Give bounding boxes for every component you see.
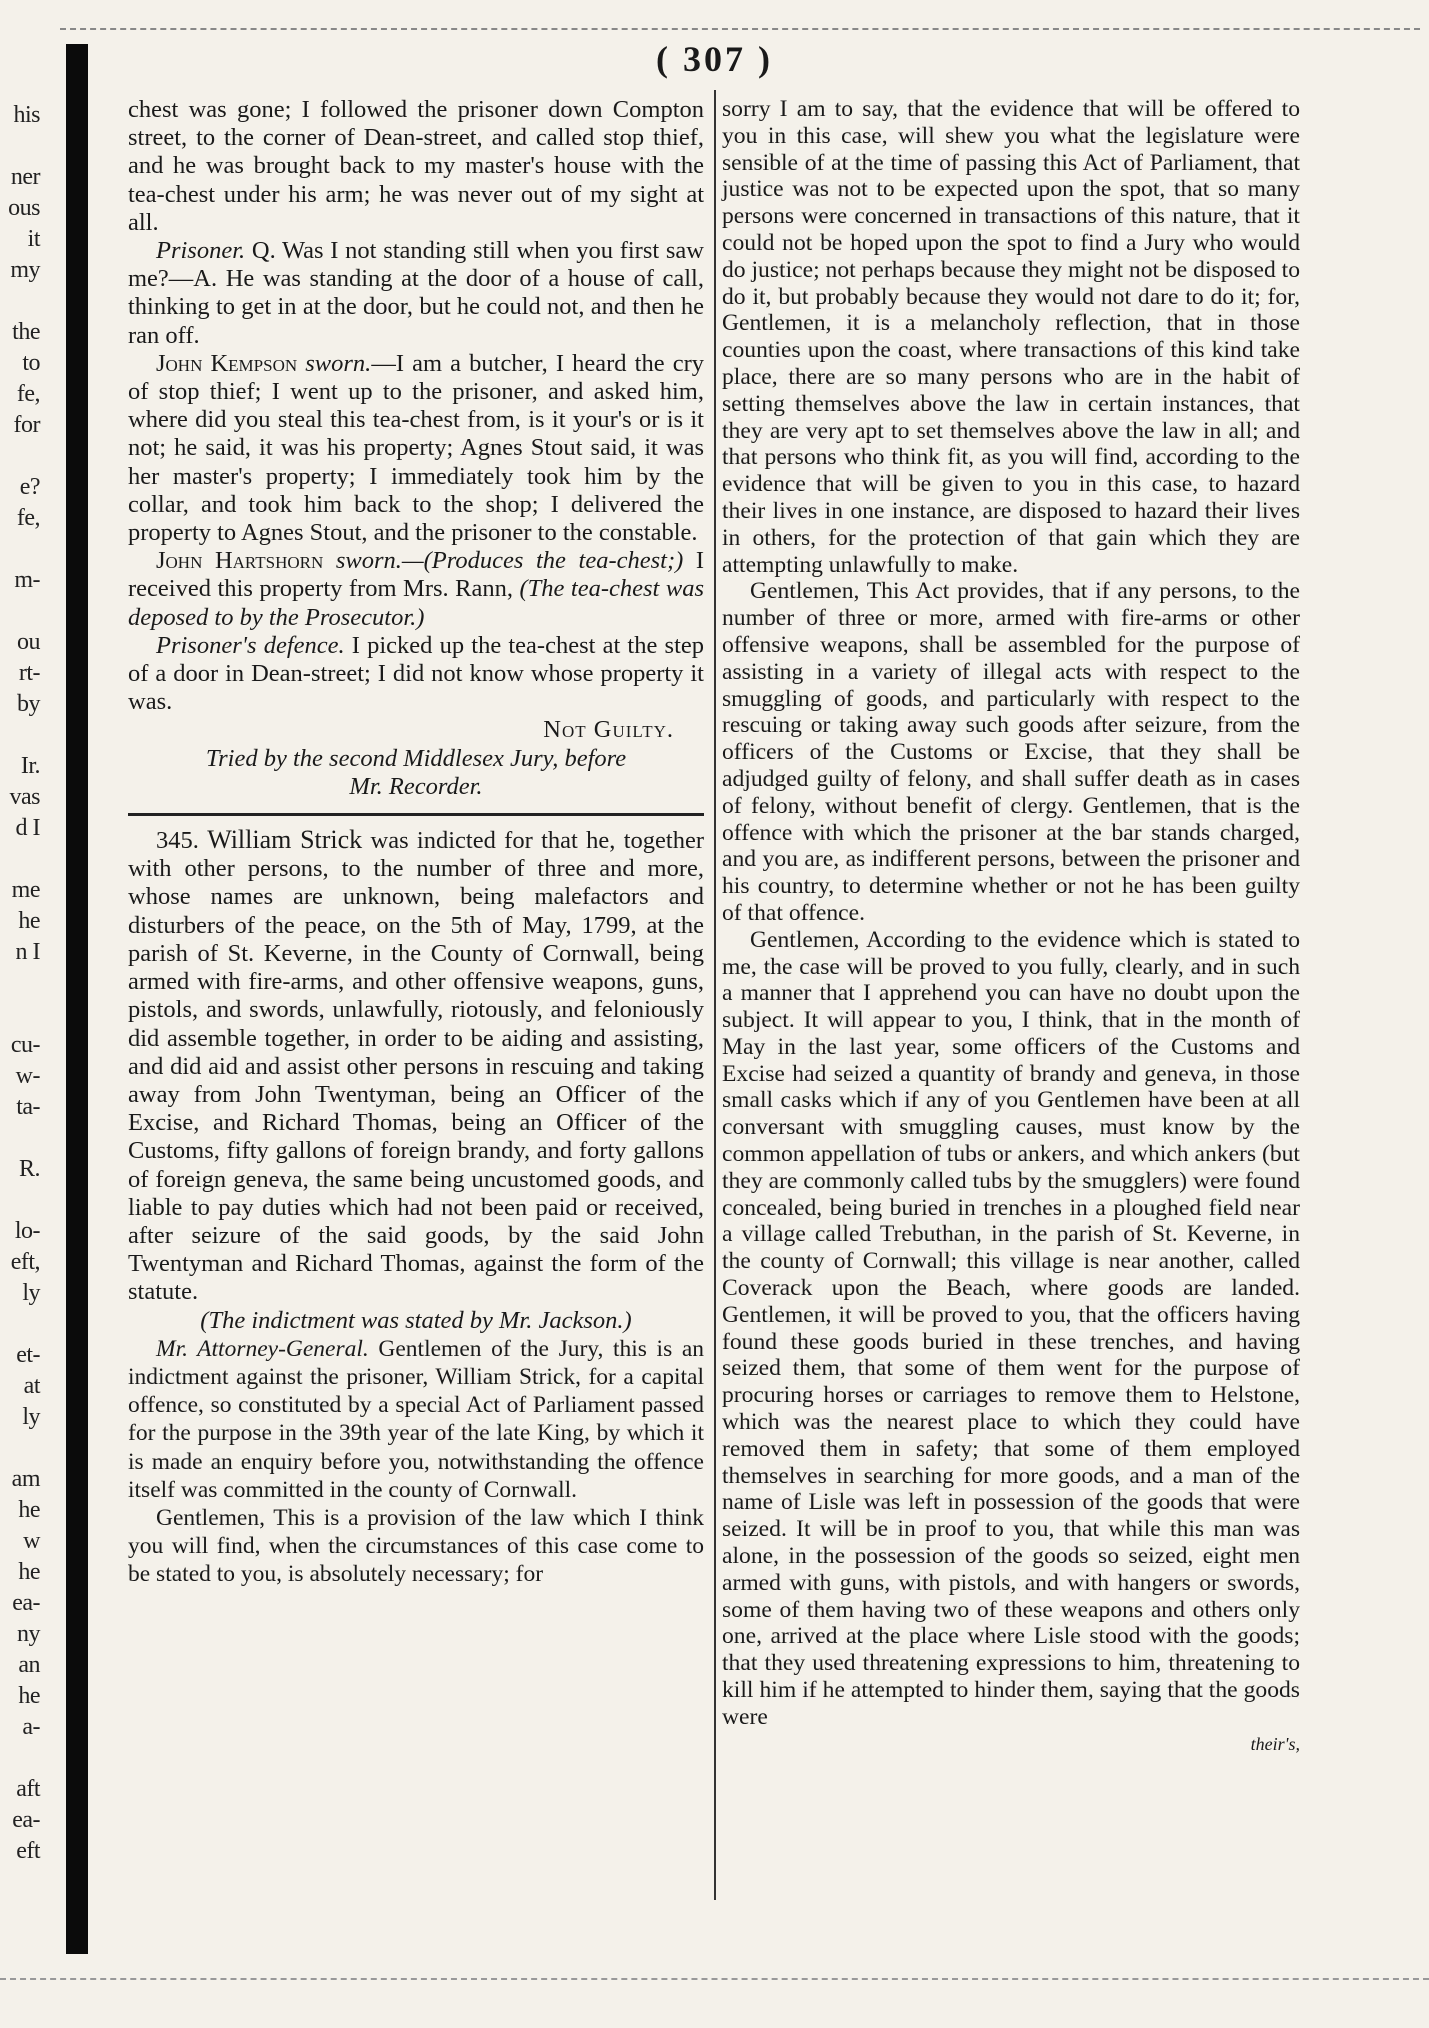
defendant-name: William Strick [207, 825, 363, 855]
margin-fragment: the [12, 319, 40, 345]
margin-fragment: m- [14, 567, 40, 593]
paragraph: Gentlemen, According to the evidence which is stated to me, the case will be proved to you fully, clearly, and in such a manner that I apprehend you can have no doubt upon the subject. It will appear to you, I think, that in the month of May in the last year, some officers of the Customs and Excise had seized a quantity of brandy and geneva, in those small casks which if any of you Gentlemen have been at all conversant with smuggling causes, must know by the common appellation of tubs or ankers, and which ankers (but they are commonly called tubs by the smugglers) were found concealed, being buried in trenches in a ploughed field near a village called Trebuthan, in the parish of St. Keverne, in the county of Cornwall; this village is near another, called Coverack upon the Beach, where goods are landed. Gentlemen, it will be proved to you, that the officers having found these goods buried in these trenches, and having seized them, that some of them went for the purpose of procuring horses or carriages to remove them to Helstone, which was the nearest place to which they could have removed them in safety; that some of them employed themselves in searching for more goods, and a man of the name of Lisle was left in possession of the goods that were seized. It will be in proof to you, that while this man was alone, in the possession of the goods so seized, eight men armed with guns, with pistols, and with hangers or swords, some of them having two of these weapons and others only one, arrived at the place where Lisle stood with the goods; that they used threatening expressions to him, threatening to kill him if he attempted to hinder them, saying that the goods were [722, 926, 1300, 1730]
column-divider [714, 90, 716, 1900]
speaker: Prisoner's defence. [156, 631, 345, 659]
margin-fragment: he [18, 1559, 40, 1585]
bottom-edge [0, 1978, 1429, 1980]
catchword: their's, [1250, 1733, 1300, 1754]
section-rule [128, 813, 704, 816]
margin-fragment [0, 131, 40, 162]
margin-fragment: ea- [12, 1590, 40, 1616]
margin-fragment: he [18, 908, 40, 934]
right-column [722, 96, 1300, 1757]
margin-fragment: d I [15, 815, 40, 841]
margin-fragment: he [18, 1497, 40, 1523]
margin-fragment: ny [17, 1621, 40, 1647]
margin-fragment: ner [10, 164, 40, 190]
speaker: Prisoner. [156, 237, 246, 265]
margin-fragment: fe, [16, 381, 40, 407]
margin-fragment [0, 999, 40, 1030]
case-number: 345. [156, 827, 199, 855]
margin-fragment: ly [22, 1280, 40, 1306]
margin-fragment: to [22, 350, 40, 376]
margin-fragment [0, 1123, 40, 1154]
paragraph: John Hartshorn sworn.—(Produces the tea-chest;) I received this property from Mrs. Rann, (The tea-chest was deposed to by the Prosecutor.) [128, 547, 705, 631]
paragraph: Prisoner's defence. I picked up the tea-chest at the step of a door in Dean-street; I did not know whose property it was. [128, 631, 704, 716]
paragraph: chest was gone; I followed the prisoner down Compton street, to the corner of Dean-street, and called stop thief, and he was brought back to my master's house with the tea-chest under his arm; he was never out of my sight at all. [128, 96, 704, 236]
margin-fragment: ous [8, 195, 40, 221]
margin-fragment: ea- [12, 1807, 40, 1833]
paragraph: Gentlemen, This Act provides, that if any persons, to the number of three or more, armed with fire-arms or other offensive weapons, shall be assembled for the purpose of assisting in a variety of illegal acts with respect to the smuggling of goods, and particularly with respect to the rescuing or taking away such goods after seizure, from the officers of the Customs or Excise, that they shall be adjudged guilty of felony, and shall suffer death as in cases of felony, without benefit of clergy. Gentlemen, that is the offence with which the prisoner at the bar stands charged, and you are, as indifferent persons, between the prisoner and his country, to determine whether or not he has been guilty of that offence. [722, 578, 1300, 926]
margin-fragment: cu- [10, 1032, 40, 1058]
margin-fragment: an [18, 1652, 40, 1678]
binding-shadow [66, 44, 88, 1954]
witness-name: John Kempson [156, 349, 298, 377]
margin-fragment: rt- [18, 660, 40, 686]
tried-line: Mr. Recorder. [349, 772, 483, 800]
margin-fragment [0, 596, 40, 627]
margin-fragment: ou [17, 629, 40, 655]
margin-fragment [0, 720, 40, 751]
margin-fragment: my [10, 257, 40, 283]
paragraph: 345. William Strick was indicted for that he, together with other persons, to the number of three and more, whose names are unknown, being malefactors and disturbers of the peace, on the 5th of May, 1799, at the parish of St. Keverne, in the County of Cornwall, being armed with fire-arms, and other offensive weapons, guns, pistols, and swords, unlawfully, riotously, and feloniously did assemble together, in order to be aiding and assisting, and did aid and assist other persons in rescuing and taking away from John Twentyman, being an Officer of the Excise, and Richard Thomas, being an Officer of the Customs, fifty gallons of foreign brandy, and forty gallons of foreign geneva, the same being uncustomed goods, and liable to pay duties which had not been paid or received, after seizure of the said goods, by the said John Twentyman and Richard Thomas, against the form of the statute. [128, 825, 704, 1306]
margin-fragment: et- [16, 1342, 40, 1368]
margin-fragment [0, 534, 40, 565]
margin-fragment: his [13, 102, 40, 128]
margin-fragment [0, 1185, 40, 1216]
margin-fragment: eft, [10, 1249, 40, 1275]
margin-fragment: am [11, 1466, 40, 1492]
margin-fragment: it [27, 226, 40, 252]
page-number: ( 307 ) [656, 39, 773, 79]
margin-fragment: lo- [14, 1218, 40, 1244]
margin-fragment [0, 968, 40, 999]
margin-fragment: e? [19, 474, 40, 500]
margin-fragment [0, 1309, 40, 1340]
speaker: Mr. Attorney-General. [156, 1335, 369, 1362]
margin-fragment: me [11, 877, 40, 903]
margin-fragment: vas [9, 784, 40, 810]
paragraph: Gentlemen, This is a provision of the law which I think you will find, when the circumstances of this case come to be stated to you, is absolutely necessary; for [128, 1504, 704, 1588]
margin-fragment: ta- [16, 1094, 40, 1120]
margin-fragment [0, 441, 40, 472]
paragraph: John Kempson sworn.—I am a butcher, I heard the cry of stop thief; I went up to the prisoner, and asked him, where did you steal this tea-chest from, is it your's or is it not; he said, it was his property; Agnes Stout said, it was her master's property; I immediately took him by the collar, and took him back to the shop; I delivered the property to Agnes Stout, and the prisoner to the constable. [128, 349, 704, 547]
paragraph: Prisoner. Q. Was I not standing still when you first saw me?—A. He was standing at the door of a house of call, thinking to get in at the door, but he could not, and then he ran off. [128, 237, 704, 349]
margin-fragment: Ir. [20, 753, 40, 779]
margin-fragment: by [17, 691, 40, 717]
margin-fragment: aft [16, 1776, 40, 1802]
facing-page-fragments [0, 100, 40, 1920]
margin-fragment: eft [16, 1838, 40, 1864]
paragraph: Mr. Attorney-General. Gentlemen of the Jury, this is an indictment against the prisoner, William Strick, for a capital offence, so constituted by a special Act of Parliament passed for the purpose in the 39th year of the late King, by which it is made an enquiry before you, notwithstanding the offence itself was committed in the county of Cornwall. [128, 1335, 704, 1503]
margin-fragment: he [18, 1683, 40, 1709]
margin-fragment: ly [22, 1404, 40, 1430]
top-edge [60, 28, 1420, 30]
margin-fragment: a- [22, 1714, 40, 1740]
margin-fragment: for [13, 412, 40, 438]
note: (The indictment was stated by Mr. Jackson.) [200, 1306, 632, 1334]
tried-line: Tried by the second Middlesex Jury, before [205, 744, 627, 772]
margin-fragment: w [23, 1528, 40, 1554]
margin-fragment: fe, [16, 505, 40, 531]
margin-fragment [0, 1433, 40, 1464]
margin-fragment: R. [18, 1156, 40, 1182]
verdict: Not Guilty. [543, 716, 674, 744]
margin-fragment [0, 1743, 40, 1774]
paragraph: sorry I am to say, that the evidence that will be offered to you in this case, will shew you what the legislature were sensible of at the time of passing this Act of Parliament, that justice was not to be expected upon the spot, that so many persons were concerned in transactions of this nature, that it could not be hoped upon the spot to find a Jury who would do justice; not perhaps because they might not be disposed to do it, but probably because they would not dare to do it; for, Gentlemen, it is a melancholy reflection, that in those counties upon the coast, where transactions of this kind take place, there are so many persons who are in the habit of setting themselves above the law in certain instances, that they are very apt to set themselves above the law in all; and that persons who think fit, as you will find, according to the evidence that will be given to you in this case, to hazard their lives in one instance, are disposed to hazard their lives in others, for the protection of that gain which they are attempting unlawfully to make. [722, 96, 1300, 578]
left-column [128, 96, 704, 1589]
witness-name: John Hartshorn [156, 547, 324, 575]
margin-fragment: at [23, 1373, 40, 1399]
margin-fragment: n I [15, 939, 40, 965]
margin-fragment: w- [15, 1063, 40, 1089]
margin-fragment [0, 844, 40, 875]
margin-fragment [0, 286, 40, 317]
